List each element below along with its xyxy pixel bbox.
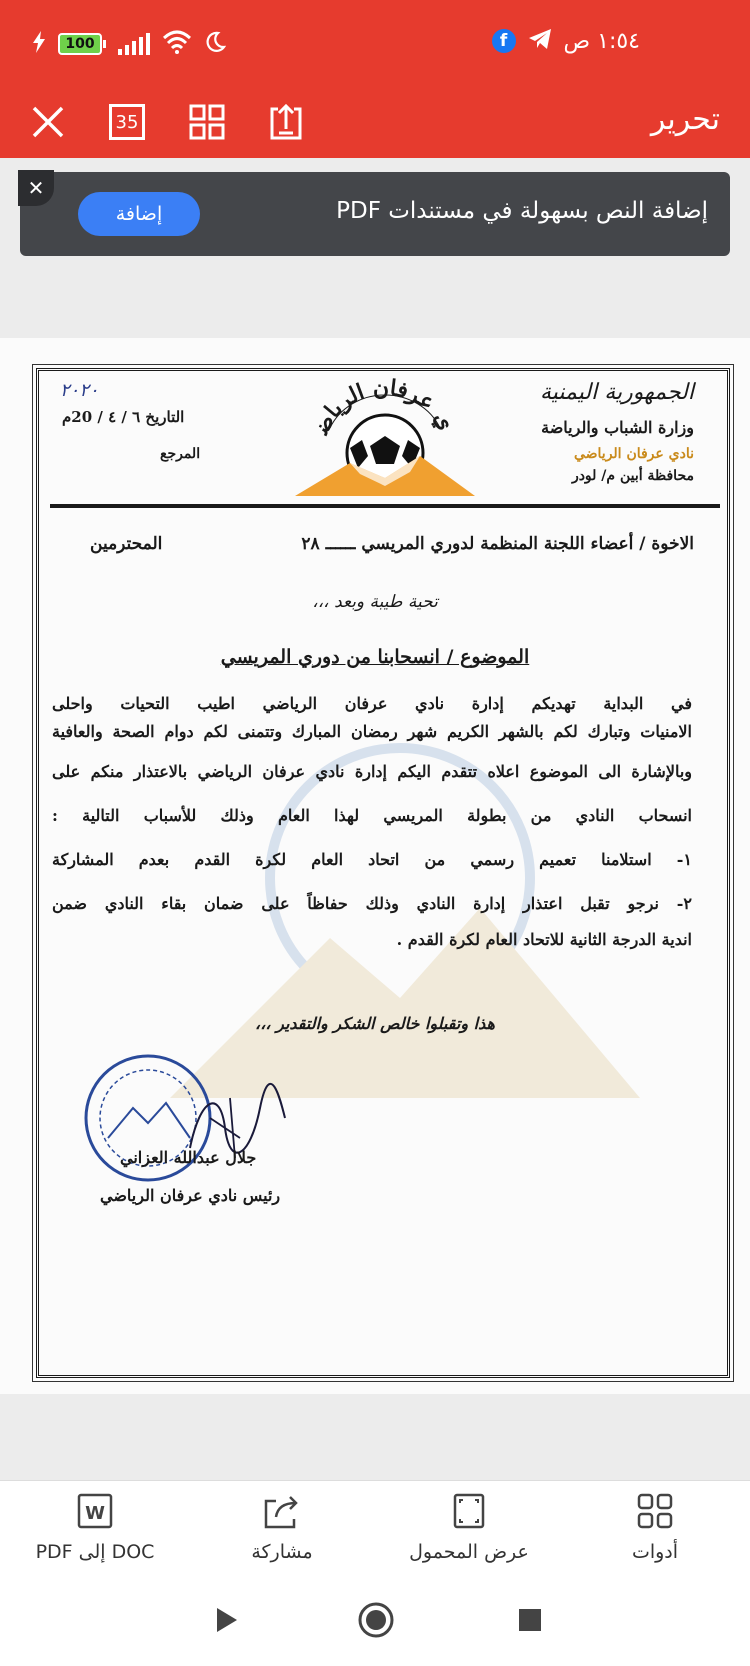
facebook-icon: f — [492, 29, 516, 53]
club-logo — [290, 368, 480, 498]
banner-text: إضافة النص بسهولة في مستندات PDF — [336, 198, 708, 224]
grid-icon[interactable] — [185, 100, 229, 144]
share-icon — [262, 1491, 302, 1531]
pdf-to-doc-label: PDF إلى DOC — [35, 1541, 155, 1563]
svg-text:W: W — [85, 1503, 105, 1524]
tools-icon — [635, 1491, 675, 1531]
charging-icon — [32, 31, 46, 57]
record-icon[interactable] — [356, 1600, 396, 1640]
page-count-button[interactable] — [105, 100, 149, 144]
closing: هذا وتقبلوا خالص الشكر والتقدير ،،، — [255, 1014, 495, 1033]
battery-level: 100 — [58, 33, 102, 55]
edit-button[interactable]: تحرير — [650, 102, 720, 137]
promo-banner — [20, 172, 730, 256]
body-line: الامنيات وتبارك لكم بالشهر الكريم شهر رمضان المبارك وتتمنى لكم دوام الصحة والعافية — [52, 722, 692, 741]
org-line-4: محافظة أبين م/ لودر — [571, 468, 694, 484]
play-icon[interactable] — [205, 1600, 245, 1640]
close-icon[interactable] — [26, 100, 70, 144]
banner-close-icon[interactable]: ✕ — [18, 170, 54, 206]
greeting: تحية طيبة وبعد ،،، — [312, 592, 438, 612]
signer-name: جلال عبدالله العزاني — [120, 1148, 257, 1167]
body-line: وبالإشارة الى الموضوع اعلاه تتقدم اليكم إدارة نادي عرفان الرياضي بالاعتذار منكم على — [52, 762, 692, 781]
date-label: التاريخ ٦ / ٤ / 20م — [62, 408, 185, 426]
share-upload-icon[interactable] — [264, 100, 308, 144]
status-time: ١:٥٤ ص — [563, 28, 640, 54]
system-nav-bar — [0, 1576, 750, 1666]
status-icons-left — [32, 30, 226, 58]
status-icons-right — [492, 28, 640, 54]
stop-icon[interactable] — [510, 1600, 550, 1640]
org-line-3: نادي عرفان الرياضي — [573, 446, 694, 462]
body-line: ٢- نرجو تقبل اعتذار إدارة النادي وذلك حفاظاً على ضمان بقاء النادي ضمن — [52, 894, 692, 913]
wifi-icon — [162, 30, 192, 58]
club-name-arc: ي عرفان الرياض — [308, 374, 460, 439]
signer-title: رئيس نادي عرفان الرياضي — [100, 1186, 281, 1205]
banner-add-button[interactable]: إضافة — [78, 192, 200, 236]
body-line: في البداية تهديكم إدارة نادي عرفان الرياضي اطيب التحيات واحلى — [52, 694, 692, 713]
moon-icon — [204, 31, 226, 57]
share-button[interactable] — [197, 1491, 367, 1563]
battery-icon — [58, 33, 106, 55]
signal-icon — [118, 33, 150, 55]
body-line: انسحاب النادي من بطولة المريسي لهذا العام وذلك للأسباب التالية : — [52, 806, 692, 825]
pdf-to-doc-button[interactable] — [10, 1491, 180, 1563]
respected: المحترمين — [90, 534, 163, 554]
status-bar — [0, 0, 750, 86]
share-label: مشاركة — [251, 1541, 313, 1563]
top-toolbar — [0, 86, 750, 158]
fullscreen-icon — [449, 1491, 489, 1531]
ref-label: المرجع — [160, 446, 201, 462]
tools-label: أدوات — [631, 1541, 679, 1563]
mobile-view-button[interactable] — [384, 1491, 554, 1563]
date-handwritten: ٢٠٢٠ — [60, 380, 99, 401]
addressee: الاخوة / أعضاء اللجنة المنظمة لدوري المريسي ــــــ ٢٨ — [301, 534, 694, 554]
body-line: اندية الدرجة الثانية للاتحاد العام لكرة القدم . — [396, 930, 692, 949]
telegram-icon — [528, 28, 552, 54]
mobile-view-label: عرض المحمول — [409, 1541, 529, 1563]
body-line: ١- استلامنا تعميم رسمي من اتحاد العام لكرة القدم بعدم المشاركة — [52, 850, 692, 869]
page-count-icon: 35 — [109, 104, 145, 140]
header-rule — [50, 504, 720, 508]
document-page[interactable] — [0, 338, 750, 1394]
tools-button[interactable] — [570, 1491, 740, 1563]
org-line-1: الجمهورية اليمنية — [539, 380, 694, 405]
org-line-2: وزارة الشباب والرياضة — [541, 418, 694, 437]
bottom-toolbar — [0, 1480, 750, 1576]
subject: الموضوع / انسحابنا من دوري المريسي — [220, 646, 530, 668]
word-icon — [75, 1491, 115, 1531]
